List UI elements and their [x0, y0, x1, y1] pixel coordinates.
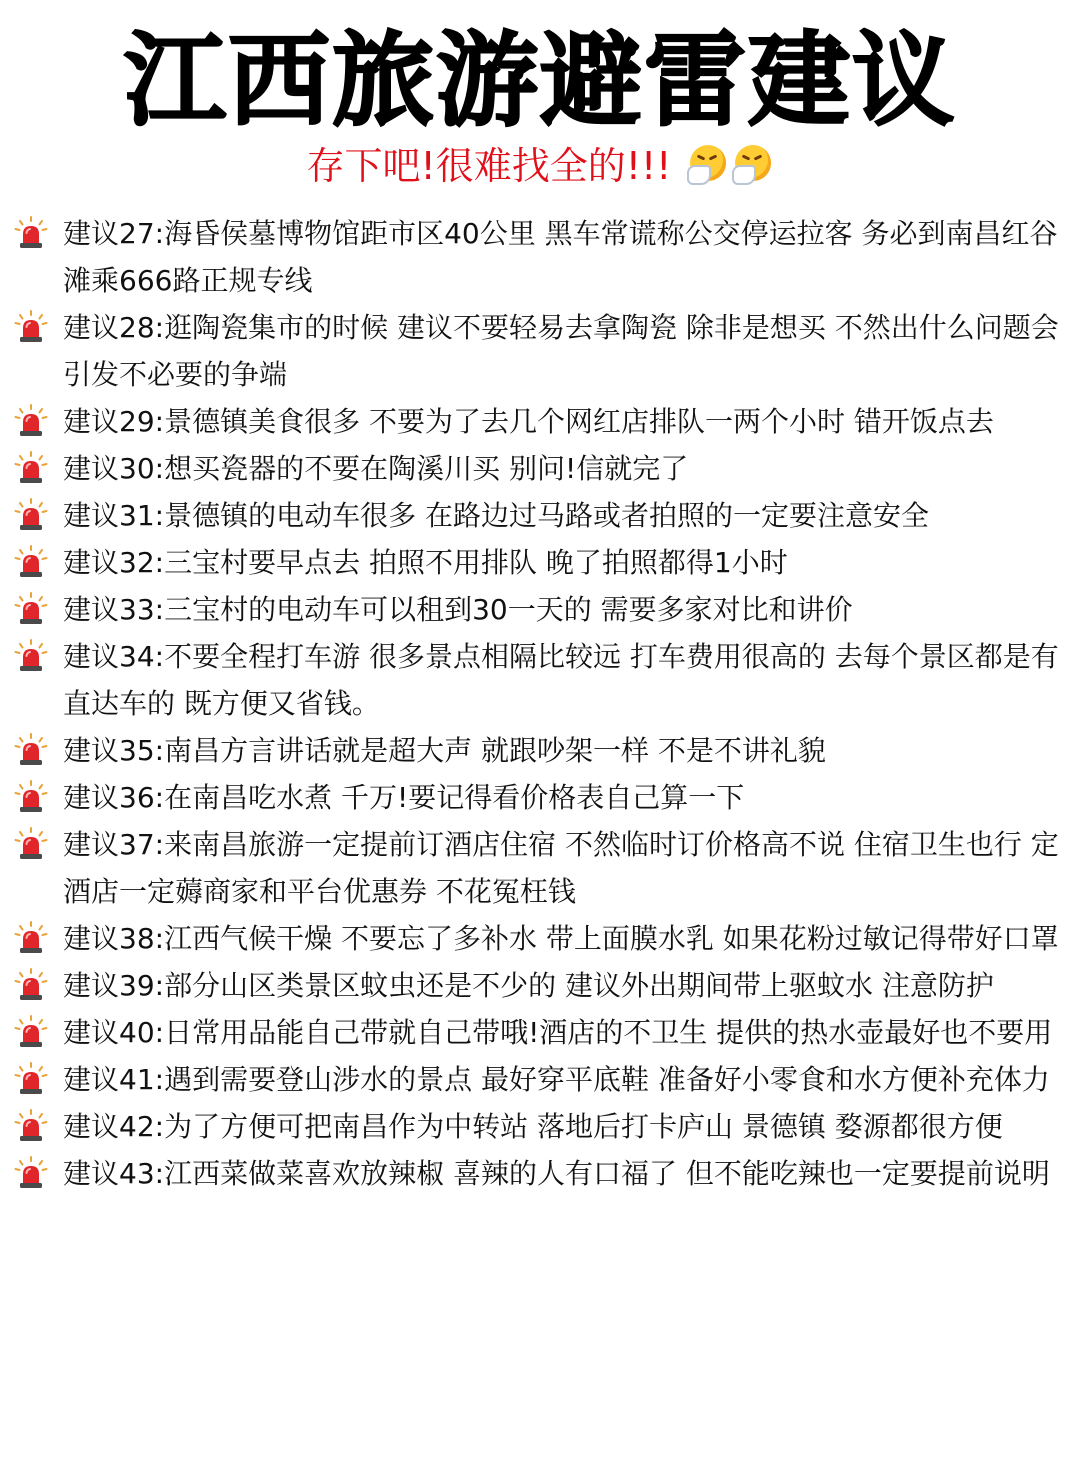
tip-label: 建议39: — [63, 969, 165, 1002]
siren-icon — [14, 1015, 48, 1049]
tip-text: 逛陶瓷集市的时候 建议不要轻易去拿陶瓷 除非是想买 不然出什么问题会引发不必要的争端 — [63, 311, 1059, 391]
siren-icon — [14, 639, 48, 673]
siren-icon — [14, 921, 48, 955]
tip-text: 江西菜做菜喜欢放辣椒 喜辣的人有口福了 但不能吃辣也一定要提前说明 — [164, 1157, 1050, 1190]
tip-item — [0, 1056, 1080, 1103]
tip-text: 景德镇美食很多 不要为了去几个网红店排队一两个小时 错开饭点去 — [164, 405, 994, 438]
tip-item — [0, 304, 1080, 398]
subtitle-text: 存下吧!很难找全的!!! — [306, 144, 672, 188]
tip-text: 日常用品能自己带就自己带哦!酒店的不卫生 提供的热水壶最好也不要用 — [164, 1016, 1053, 1049]
siren-icon — [14, 404, 48, 438]
tip-label: 建议40: — [63, 1016, 165, 1049]
siren-icon — [14, 1062, 48, 1096]
siren-icon — [14, 545, 48, 579]
tip-item — [0, 398, 1080, 445]
tip-text: 在南昌吃水煮 千万!要记得看价格表自己算一下 — [164, 781, 745, 814]
siren-icon — [14, 733, 48, 767]
tip-text: 为了方便可把南昌作为中转站 落地后打卡庐山 景德镇 婺源都很方便 — [164, 1110, 1003, 1143]
tip-label: 建议31: — [63, 499, 165, 532]
siren-icon — [14, 1109, 48, 1143]
tip-text: 三宝村的电动车可以租到30一天的 需要多家对比和讲价 — [164, 593, 853, 626]
tip-label: 建议36: — [63, 781, 165, 814]
tip-text: 江西气候干燥 不要忘了多补水 带上面膜水乳 如果花粉过敏记得带好口罩 — [164, 922, 1059, 955]
tip-item — [0, 962, 1080, 1009]
tip-text: 海昏侯墓博物馆距市区40公里 黑车常谎称公交停运拉客 务必到南昌红谷滩乘666路正规专线 — [63, 217, 1058, 297]
siren-icon — [14, 498, 48, 532]
tip-item — [0, 445, 1080, 492]
tip-label: 建议29: — [63, 405, 165, 438]
siren-icon — [14, 592, 48, 626]
siren-icon — [14, 780, 48, 814]
tip-text: 南昌方言讲话就是超大声 就跟吵架一样 不是不讲礼貌 — [164, 734, 826, 767]
tips-list — [0, 210, 1080, 1197]
tip-label: 建议38: — [63, 922, 165, 955]
tip-label: 建议34: — [63, 640, 165, 673]
tip-item — [0, 821, 1080, 915]
tip-text: 遇到需要登山涉水的景点 最好穿平底鞋 准备好小零食和水方便补充体力 — [164, 1063, 1050, 1096]
tip-text: 不要全程打车游 很多景点相隔比较远 打车费用很高的 去每个景区都是有直达车的 既方便又省钱。 — [63, 640, 1059, 720]
tip-text: 部分山区类景区蚊虫还是不少的 建议外出期间带上驱蚊水 注意防护 — [164, 969, 994, 1002]
sneezing-face-icon — [687, 143, 729, 185]
tip-label: 建议33: — [63, 593, 165, 626]
tip-text: 来南昌旅游一定提前订酒店住宿 不然临时订价格高不说 住宿卫生也行 定酒店一定薅商家和平台优惠券 不花冤枉钱 — [63, 828, 1059, 908]
tip-item — [0, 633, 1080, 727]
tip-item — [0, 915, 1080, 962]
tip-item — [0, 492, 1080, 539]
tip-label: 建议42: — [63, 1110, 165, 1143]
tip-item — [0, 586, 1080, 633]
tip-item — [0, 774, 1080, 821]
tip-item — [0, 210, 1080, 304]
tip-item — [0, 1150, 1080, 1197]
tip-label: 建议32: — [63, 546, 165, 579]
tip-label: 建议28: — [63, 311, 165, 344]
tip-label: 建议37: — [63, 828, 165, 861]
siren-icon — [14, 216, 48, 250]
tip-text: 三宝村要早点去 拍照不用排队 晚了拍照都得1小时 — [164, 546, 788, 579]
tip-item — [0, 1009, 1080, 1056]
siren-icon — [14, 451, 48, 485]
tip-label: 建议43: — [63, 1157, 165, 1190]
tip-item — [0, 727, 1080, 774]
siren-icon — [14, 1156, 48, 1190]
tip-label: 建议35: — [63, 734, 165, 767]
siren-icon — [14, 310, 48, 344]
tip-label: 建议41: — [63, 1063, 165, 1096]
tip-item — [0, 1103, 1080, 1150]
tip-text: 景德镇的电动车很多 在路边过马路或者拍照的一定要注意安全 — [164, 499, 929, 532]
siren-icon — [14, 968, 48, 1002]
page-title: 江西旅游避雷建议 — [124, 22, 956, 141]
tip-text: 想买瓷器的不要在陶溪川买 别问!信就完了 — [164, 452, 689, 485]
sneezing-face-icon — [732, 143, 774, 185]
tip-label: 建议30: — [63, 452, 165, 485]
siren-icon — [14, 827, 48, 861]
subtitle — [0, 140, 1080, 192]
tip-item — [0, 539, 1080, 586]
tip-label: 建议27: — [63, 217, 165, 250]
